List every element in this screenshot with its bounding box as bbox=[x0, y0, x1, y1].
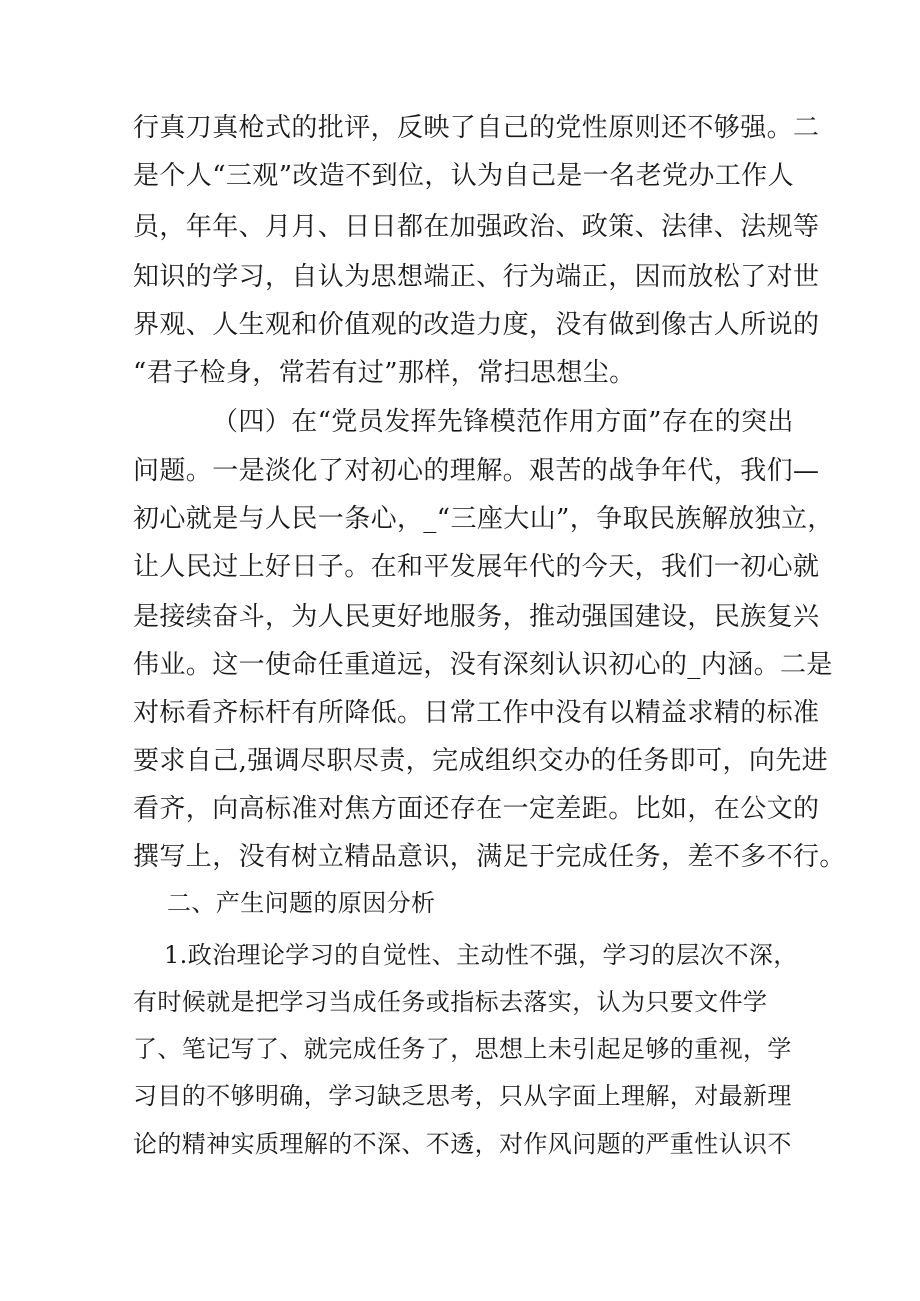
paragraph-line: 让人民过上好日子。在和平发展年代的今天，我们一初心就 bbox=[133, 552, 820, 582]
paragraph-line: 知识的学习，自认为思想端正、行为端正，因而放松了对世 bbox=[133, 262, 820, 292]
paragraph-line: 行真刀真枪式的批评，反映了自己的党性原则还不够强。二 bbox=[133, 113, 820, 143]
section-heading-2: 二、产生问题的原因分析 bbox=[167, 889, 436, 917]
paragraph-line: 初心就是与人民一条心，_“三座大山”，争取民族解放独立， bbox=[133, 504, 834, 534]
numbered-item-1: 1.政治理论学习的自觉性、主动性不强，学习的层次不深， bbox=[164, 941, 798, 969]
paragraph-line: 伟业。这一使命任重道远，没有深刻认识初心的_内涵。二是 bbox=[133, 650, 833, 680]
paragraph-line: 习目的不够明确，学习缺乏思考，只从字面上理解，对最新理 bbox=[133, 1082, 792, 1110]
paragraph-line: 是个人“三观”改造不到位，认为自己是一名老党办工作人 bbox=[133, 161, 794, 191]
paragraph-line: 界观、人生观和价值观的改造力度，没有做到像古人所说的 bbox=[133, 310, 820, 340]
paragraph-line: 撰写上，没有树立精品意识，满足于完成任务，差不多不行。 bbox=[133, 842, 846, 872]
paragraph-line: 问题。一是淡化了对初心的理解。艰苦的战争年代，我们— bbox=[133, 456, 820, 486]
section-heading-4: （四）在“党员发挥先锋模范作用方面”存在的突出 bbox=[212, 407, 794, 437]
paragraph-line: 有时候就是把学习当成任务或指标去落实，认为只要文件学 bbox=[133, 988, 768, 1016]
paragraph-line: 是接续奋斗，为人民更好地服务，推动强国建设，民族复兴 bbox=[133, 602, 820, 632]
paragraph-line: 了、笔记写了、就完成任务了，思想上未引起足够的重视，学 bbox=[133, 1035, 792, 1063]
paragraph-line: 要求自己,强调尽职尽责，完成组织交办的任务即可，向先进 bbox=[133, 746, 829, 776]
paragraph-line: 对标看齐标杆有所降低。日常工作中没有以精益求精的标准 bbox=[133, 698, 820, 728]
paragraph-line: “君子检身，常若有过”那样，常扫思想尘。 bbox=[133, 358, 636, 388]
paragraph-line: 看齐，向高标准对焦方面还存在一定差距。比如，在公文的 bbox=[133, 794, 820, 824]
paragraph-line: 员，年年、月月、日日都在加强政治、政策、法律、法规等 bbox=[133, 212, 820, 242]
paragraph-line: 论的精神实质理解的不深、不透，对作风问题的严重性认识不 bbox=[133, 1130, 792, 1158]
